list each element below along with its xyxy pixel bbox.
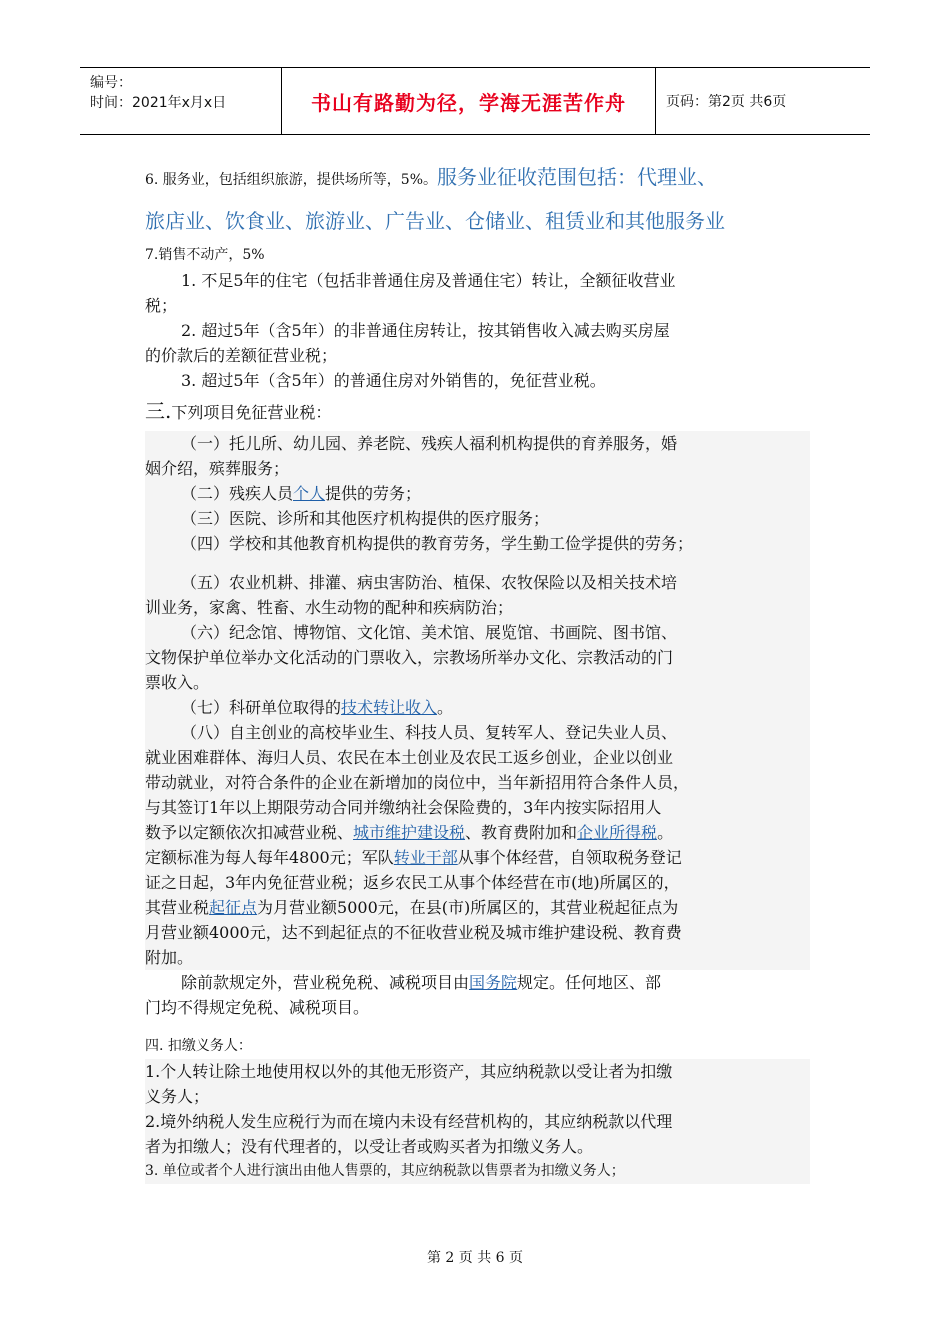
header-motto: 书山有路勤为径，学海无涯苦作舟 <box>282 68 656 134</box>
header-page-info: 页码：第2页 共6页 <box>666 94 787 110</box>
withhold-3: 3. 单位或者个人进行演出由他人售票的，其应纳税款以售票者为扣缴义务人； <box>145 1163 625 1179</box>
document-body <box>145 165 810 1184</box>
exempt-8f <box>145 845 810 870</box>
link-individual[interactable]: 个人 <box>293 484 326 503</box>
exempt-5a: （五）农业机耕、排灌、病虫害防治、植保、农牧保险以及相关技术培 <box>181 573 678 592</box>
exempt-7-post: 。 <box>437 698 454 717</box>
withhold-2b: 者为扣缴人；没有代理者的，以受让者或购买者为扣缴义务人。 <box>145 1137 594 1156</box>
exempt-2-post: 提供的劳务； <box>325 484 422 503</box>
header-time: 时间：2021年x月x日 <box>90 95 227 111</box>
exemption-list <box>145 431 810 970</box>
exempt-1b: 姻介绍，殡葬服务； <box>145 459 290 478</box>
section3-heading <box>145 399 810 425</box>
withhold-2a: 2.境外纳税人发生应税行为而在境内未设有经营机构的，其应纳税款以代理 <box>145 1112 673 1131</box>
section3-title: 下列项目免征营业税： <box>171 403 332 422</box>
exempt-8g: 证之日起，3年内免征营业税；返乡农民工从事个体经营在市(地)所属区的， <box>145 873 680 892</box>
exempt-8i: 月营业额4000元，达不到起征点的不征收营业税及城市维护建设税、教育费 <box>145 923 682 942</box>
exempt-8h-post: 为月营业额5000元，在县(市)所属区的，其营业税起征点为 <box>257 898 679 917</box>
page-header <box>80 67 870 135</box>
withhold-1b: 义务人； <box>145 1087 210 1106</box>
exempt-6c: 票收入。 <box>145 673 210 692</box>
link-state-council[interactable]: 国务院 <box>469 973 518 992</box>
link-transferred-officer[interactable]: 转业干部 <box>393 848 458 867</box>
rule-b: 门均不得规定免税、减税项目。 <box>145 998 370 1017</box>
item6-line1 <box>145 165 810 193</box>
page-footer: 第 2 页 共 6 页 <box>426 1250 524 1266</box>
item7-title: 7.销售不动产，5% <box>145 247 265 263</box>
exempt-8j: 附加。 <box>145 948 194 967</box>
exempt-2-pre: （二）残疾人员 <box>181 484 294 503</box>
link-urban-maintenance-tax[interactable]: 城市维护建设税 <box>353 823 466 842</box>
withholding-list <box>145 1059 810 1184</box>
exempt-8e-post: 。 <box>657 823 674 842</box>
exempt-8f-post: 从事个体经营，自领取税务登记 <box>457 848 682 867</box>
item7-3: 3. 超过5年（含5年）的普通住房对外销售的，免征营业税。 <box>181 371 606 390</box>
exempt-8b: 就业困难群体、海归人员、农民在本土创业及农民工返乡创业，企业以创业 <box>145 748 674 767</box>
item7-2b: 的价款后的差额征营业税； <box>145 346 338 365</box>
exempt-8h-pre: 其营业税 <box>145 898 210 917</box>
link-corporate-income-tax[interactable]: 企业所得税 <box>577 823 658 842</box>
exempt-8e-pre: 数予以定额依次扣减营业税、 <box>145 823 354 842</box>
exempt-8c: 带动就业，对符合条件的企业在新增加的岗位中，当年新招用符合条件人员， <box>145 773 690 792</box>
item6-blue-a: 服务业征收范围包括：代理业、 <box>437 165 718 189</box>
section3-number: 三. <box>145 399 172 423</box>
item7-1b: 税； <box>145 296 178 315</box>
link-threshold[interactable]: 起征点 <box>209 898 258 917</box>
exempt-4: （四）学校和其他教育机构提供的教育劳务，学生勤工俭学提供的劳务； <box>181 534 694 553</box>
withhold-1a: 1.个人转让除土地使用权以外的其他无形资产，其应纳税款以受让者为扣缴 <box>145 1062 673 1081</box>
exempt-3: （三）医院、诊所和其他医疗机构提供的医疗服务； <box>181 509 550 528</box>
rule-a <box>145 970 810 995</box>
header-number: 编号： <box>90 75 132 91</box>
exempt-8e <box>145 820 810 845</box>
exempt-8h <box>145 895 810 920</box>
rule-a-post: 规定。任何地区、部 <box>517 973 662 992</box>
exempt-8f-pre: 定额标准为每人每年4800元；军队 <box>145 848 394 867</box>
header-meta <box>80 68 282 134</box>
item7-2a: 2. 超过5年（含5年）的非普通住房转让，按其销售收入减去购买房屋 <box>181 321 670 340</box>
link-tech-transfer-income[interactable]: 技术转让收入 <box>341 698 438 717</box>
exempt-6a: （六）纪念馆、博物馆、文化馆、美术馆、展览馆、书画院、图书馆、 <box>181 623 678 642</box>
item7-1a: 1. 不足5年的住宅（包括非普通住房及普通住宅）转让，全额征收营业 <box>181 271 676 290</box>
rule-a-pre: 除前款规定外，营业税免税、减税项目由 <box>181 973 470 992</box>
exempt-8d: 与其签订1年以上期限劳动合同并缴纳社会保险费的，3年内按实际招用人 <box>145 798 662 817</box>
exempt-6b: 文物保护单位举办文化活动的门票收入，宗教场所举办文化、宗教活动的门 <box>145 648 674 667</box>
section4-title: 四. 扣缴义务人： <box>145 1038 252 1054</box>
exempt-8a: （八）自主创业的高校毕业生、科技人员、复转军人、登记失业人员、 <box>181 723 678 742</box>
exempt-2 <box>145 481 810 506</box>
item6-prefix: 6. 服务业，包括组织旅游，提供场所等，5%。 <box>145 172 438 188</box>
item6-blue-b: 旅店业、饮食业、旅游业、广告业、仓储业、租赁业和其他服务业 <box>145 209 725 233</box>
exempt-8e-mid: 、教育费附加和 <box>465 823 578 842</box>
exempt-1a: （一）托儿所、幼儿园、养老院、残疾人福利机构提供的育养服务，婚 <box>181 434 678 453</box>
exempt-5b: 训业务，家禽、牲畜、水生动物的配种和疾病防治； <box>145 598 514 617</box>
exempt-7-pre: （七）科研单位取得的 <box>181 698 342 717</box>
exempt-7 <box>145 695 810 720</box>
